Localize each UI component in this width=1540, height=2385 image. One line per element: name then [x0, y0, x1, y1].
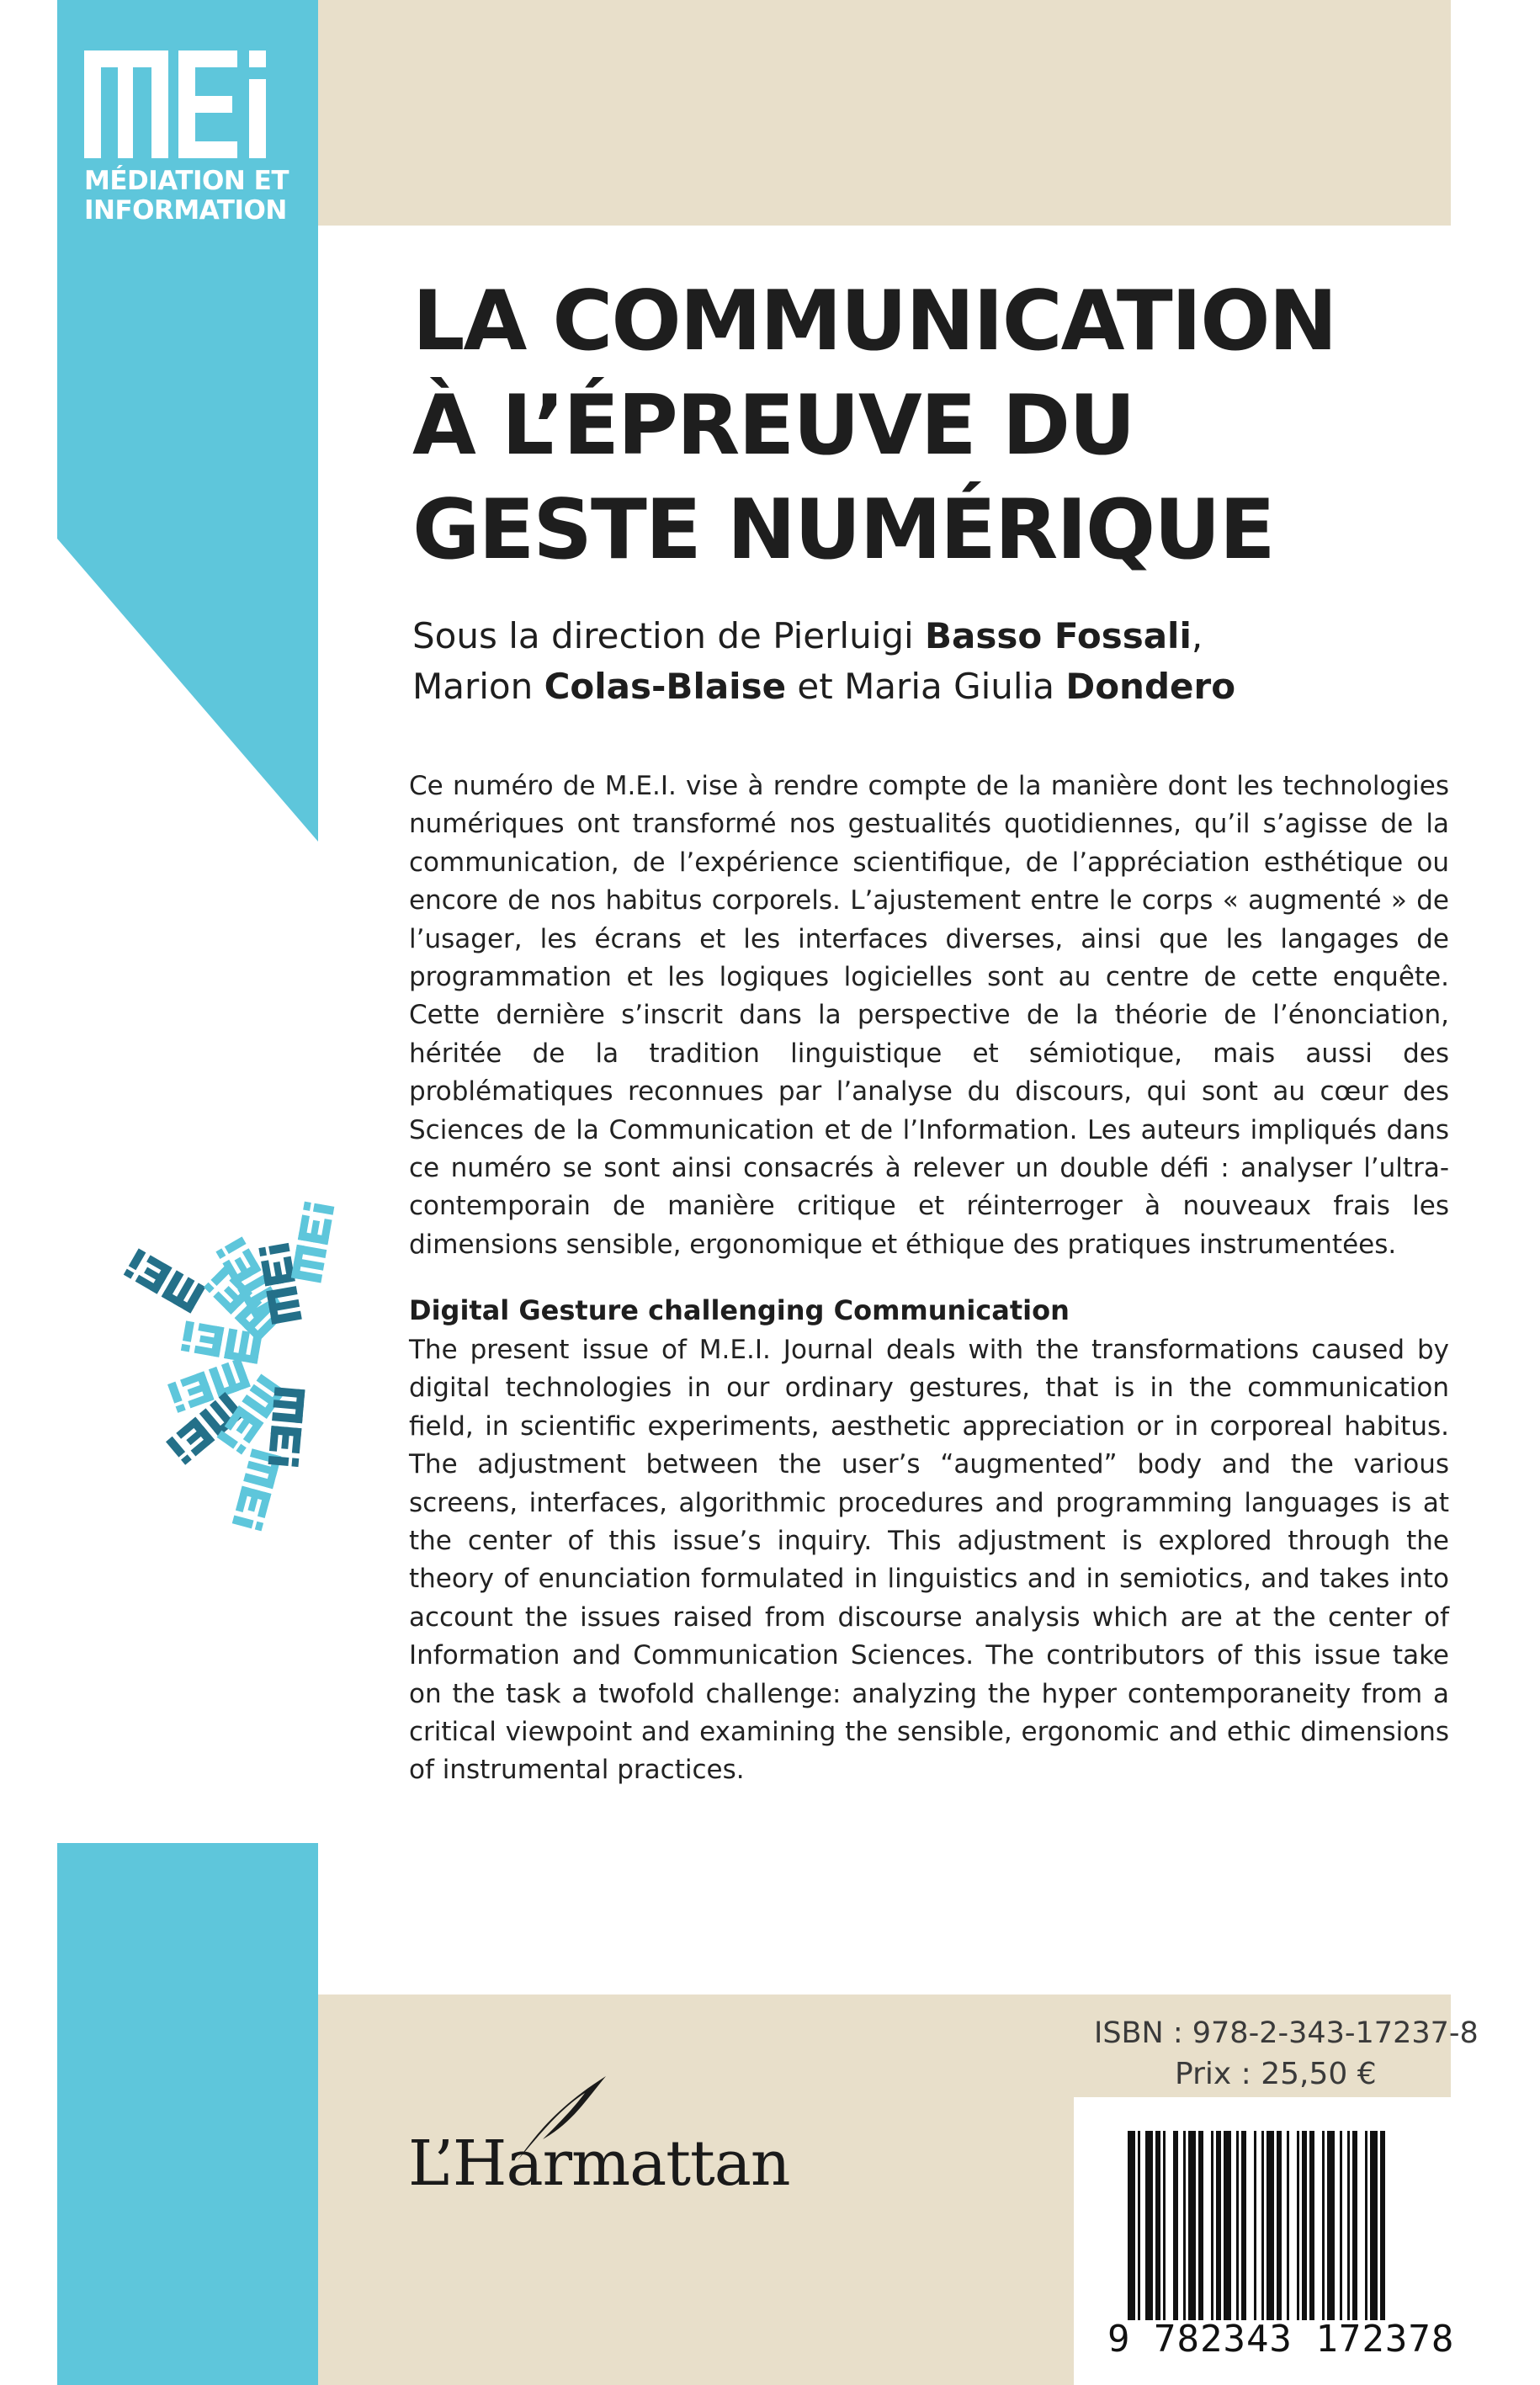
barcode-panel [1074, 2097, 1455, 2385]
barcode-bar [1188, 2131, 1196, 2320]
barcode-bar [1340, 2131, 1342, 2320]
barcode [1124, 2131, 1444, 2320]
blue-footer-band [57, 1843, 318, 2385]
barcode-bar [1236, 2131, 1239, 2320]
isbn: ISBN : 978-2-343-17237-8 [1094, 2016, 1479, 2050]
barcode-bar [1327, 2131, 1335, 2320]
price: Prix : 25,50 € [1175, 2057, 1377, 2091]
editors-separator: , [1191, 615, 1203, 656]
editor-name-3: Dondero [1065, 666, 1236, 707]
barcode-bar [1365, 2131, 1367, 2320]
barcode-bar [1198, 2131, 1203, 2320]
editors-text: et Maria Giulia [786, 666, 1066, 707]
book-title [412, 269, 1422, 582]
barcode-bar [1224, 2131, 1231, 2320]
barcode-bar [1261, 2131, 1264, 2320]
barcode-bar [1347, 2131, 1350, 2320]
english-heading: Digital Gesture challenging Communication [409, 1294, 1070, 1326]
description-english: The present issue of M.E.I. Journal deals with the transformations caused by digital technologies in our ordinary gestures, that is in the communication field, in scientific experiments, aesthetic appreciation or in corporeal habitus. The adjustment between the user’s “augmented” body and the various screens, interfaces, algorithmic procedures and programming languages is at the center of this issue’s inquiry. This adjustment is explored through the theory of enunciation formulated in linguistics and in semiotics, and takes into account the issues raised from discourse analysis which are at the center of Information and Communication Sciences. The contributors of this issue take on the task a twofold challenge: analyzing the hyper contemporaneity from a critical viewpoint and examining the sensible, ergonomic and ethic dimensions of instrumental practices. [409, 1335, 1449, 1786]
logo-text-line1: MÉDIATION ET [84, 166, 289, 196]
barcode-bar [1302, 2131, 1307, 2320]
barcode-bar [1380, 2131, 1385, 2320]
barcode-bar [1297, 2131, 1299, 2320]
barcode-bar [1287, 2131, 1289, 2320]
logo-text-line2: INFORMATION [84, 195, 287, 226]
barcode-bar [1277, 2131, 1282, 2320]
editors-prefix: Sous la direction de Pierluigi [412, 615, 926, 656]
publisher-name: L’Harmattan [408, 2127, 790, 2200]
barcode-bar [1173, 2131, 1178, 2320]
description-french: Ce numéro de M.E.I. vise à rendre compte de la manière dont les technologies numériques ont transformé nos gestualités quotidiennes, qu’il s’agisse de la communication, de l’expérience scientifique, de l’appréciation esthétique ou encore de nos habitus corporels. L’ajustement entre le corps « augmenté » de l’usager, les écrans et les interfaces diverses, ainsi que les langages de programmation et les logiques logicielles sont au centre de cette enquête. Cette dernière s’inscrit dans la perspective de la théorie de l’énonciation, héritée de la tradition linguistique et sémiotique, mais aussi des problématiques reconnues par l’analyse du discours, qui sont au cœur des Sciences de la Communication et de l’Information. Les auteurs impliqués dans ce numéro se sont ainsi consacrés à relever un double défi : analyser l’ultra-contemporain de manière critique et réinterroger à nouveaux frais les dimensions sensible, ergonomique et éthique des pratiques instrumentées. [409, 771, 1449, 1260]
barcode-bar [1145, 2131, 1153, 2320]
barcode-bar [1138, 2131, 1140, 2320]
barcode-bar [1163, 2131, 1166, 2320]
header-beige-panel [318, 0, 1451, 226]
mei-rosette-icon [66, 1077, 335, 1633]
title-line-1: LA COMMUNICATION [412, 274, 1336, 369]
barcode-bar [1370, 2131, 1378, 2320]
editors-text: Marion [412, 666, 544, 707]
title-line-3: GESTE NUMÉRIQUE [412, 482, 1274, 578]
barcode-bar [1352, 2131, 1357, 2320]
editor-name-2: Colas-Blaise [544, 666, 787, 707]
barcode-bar [1211, 2131, 1213, 2320]
editor-name-1: Basso Fossali [925, 615, 1192, 656]
barcode-bar [1216, 2131, 1221, 2320]
mei-logo-mark [84, 50, 295, 160]
publisher-logo [408, 2072, 846, 2207]
barcode-bar [1241, 2131, 1246, 2320]
editors [412, 611, 1447, 712]
barcode-bar [1309, 2131, 1314, 2320]
left-margin [0, 0, 57, 2385]
barcode-bar [1267, 2131, 1274, 2320]
barcode-bar [1155, 2131, 1160, 2320]
barcode-bar [1183, 2131, 1186, 2320]
title-line-2: À L’ÉPREUVE DU [412, 378, 1134, 474]
barcode-bar [1254, 2131, 1256, 2320]
journal-logo [84, 50, 295, 236]
barcode-bar [1128, 2131, 1135, 2320]
barcode-bar [1322, 2131, 1325, 2320]
barcode-digits: 9 782343 172378 [1107, 2318, 1455, 2361]
